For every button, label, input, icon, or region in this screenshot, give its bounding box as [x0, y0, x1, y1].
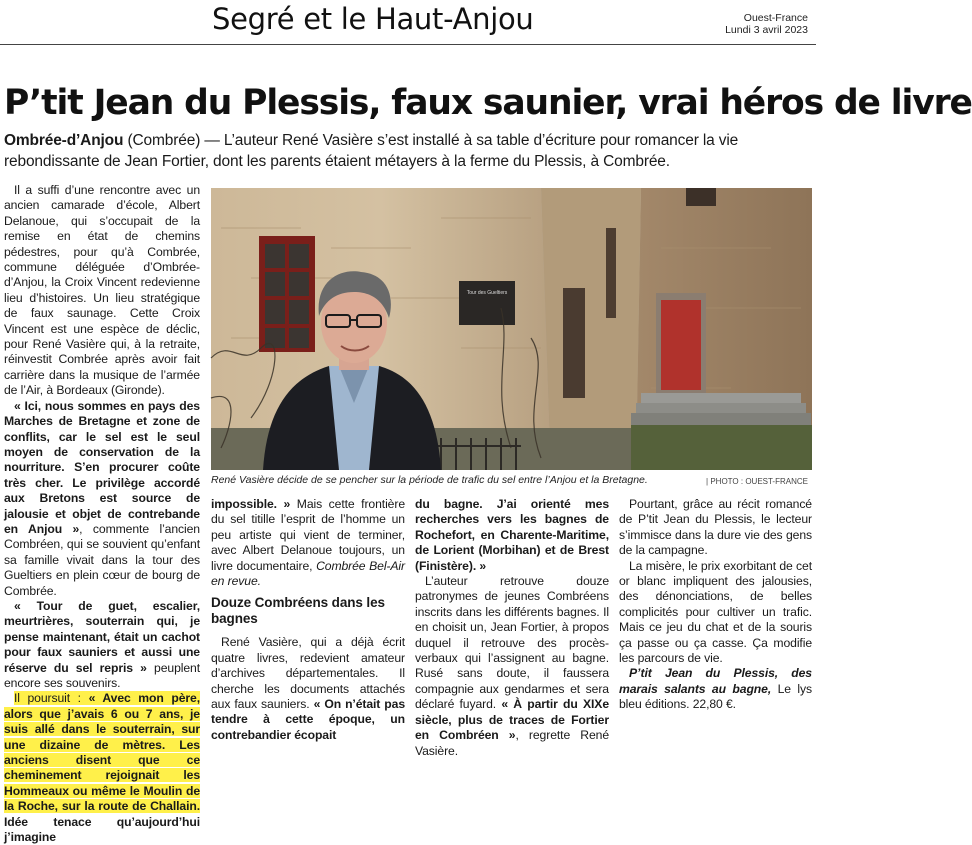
publisher-name: Ouest-France: [743, 12, 808, 24]
highlighted-quote: « Avec mon père, alors que j’avais 6 ou 7 ans, je suis allé dans le souterrain, sur une dizaine de mètres. Les anciens disent que ce cheminement rejoignait les Hommeaux ou même le Moulin de la Roche, sur la route de Challain.: [4, 691, 200, 814]
publication-date: Lundi 3 avril 2023: [725, 24, 808, 36]
paragraph-text: peuplent encore ses souvenirs.: [4, 660, 201, 690]
paragraph-text: René Vasière, qui a déjà écrit quatre livres, redevient amateur d’archives départementales. Il cherche les documents attachés aux faux sauniers.: [211, 635, 405, 712]
quote-bold: « Ici, nous sommes en pays des Marches de Bretagne et zone de conflits, car le sel est le seul moyen de conservation de la nourriture. S’en procurer coûte très cher. Le privilège accordé aux Bretons est source de jalousie et objet de contrebande en Anjou »: [4, 398, 200, 536]
paragraph: [415, 497, 609, 574]
publication-info: [725, 12, 808, 36]
standfirst-place-note: (Combrée) —: [123, 132, 224, 149]
book-reference: [619, 666, 812, 712]
paragraph: [4, 399, 200, 599]
standfirst-text: L’auteur René Vasière s’est installé à sa table d’écriture pour romancer la vie rebondissante de Jean Fortier, dont les parents étaient métayers à la ferme du Plessis, à Combrée.: [4, 132, 739, 170]
standfirst-place: Ombrée-d’Anjou: [4, 132, 124, 149]
paragraph: Il a suffi d’une rencontre avec un ancien camarade d’école, Albert Delanoue, qui s’occupait de la remise en état de chemins pédestres, pour qu’à Combrée, commune déléguée d’Ombrée-d’Anjou, la Croix Vincent redevienne lieu d’histoires. Un lieu stratégique de faux saunage. Cette Croix Vincent est une espèce de déclic, pour René Vasière qui, à la retraite, réinvestit Combrée après avoir fait carrière dans la musique de l’armée de l’Air, à Bordeaux (Gironde).: [4, 183, 200, 398]
paragraph-lead: Il poursuit :: [14, 691, 89, 706]
quote-bold: du bagne. J’ai orienté mes recherches vers les bagnes de Rochefort, en Charente-Maritime, de Lorient (Morbihan) et de Brest (Finistère). »: [415, 497, 609, 573]
article-headline: P’tit Jean du Plessis, faux saunier, vrai héros de livre: [4, 83, 972, 123]
paragraph: [415, 574, 609, 759]
quote-bold: « À partir du XIXe siècle, plus de traces de Fortier en Combréen »: [415, 697, 609, 743]
paragraph: [211, 635, 405, 743]
paragraph: [211, 497, 405, 589]
book-title-ref: Combrée Bel-Air en revue.: [211, 558, 405, 589]
paragraph: La misère, le prix exorbitant de cet or blanc impliquent des jalousies, des dénonciations, de belles complicités pour cultiver un trafic. Mais ce jeu du chat et de la souris ça passe ou ça casse. Ça modifie les parcours de vie.: [619, 558, 812, 666]
paragraph: [4, 691, 200, 845]
paragraph: Pourtant, grâce au récit romancé de P’tit Jean du Plessis, le lecteur s’immisce dans la dure vie des gens de la campagne.: [619, 497, 812, 558]
section-rubric: Segré et le Haut-Anjou: [212, 2, 534, 36]
article-column-2: [211, 497, 405, 743]
quote-bold: Idée tenace qu’aujourd’hui j’imagine: [4, 814, 200, 845]
article-column-4: [619, 497, 812, 713]
book-publisher-price: Le lys bleu éditions. 22,80 €.: [619, 681, 812, 712]
quote-bold: « Tour de guet, escalier, meurtrières, souterrain qui, je pense maintenant, était un cachot pour faux sauniers et aussi une réserve du sel repris »: [4, 598, 200, 675]
paragraph-text: L’auteur retrouve douze patronymes de jeunes Combréens inscrits dans les différents bagnes. Il en choisit un, Jean Fortier, à propos duquel il retrouve des procès-verbaux qui l’assignent au bagne. Rusé sans doute, il faussera compagnie aux gendarmes et sera déclaré fuyard.: [415, 574, 609, 712]
article-column-1: [4, 183, 200, 845]
article-standfirst: [4, 130, 809, 172]
paragraph-text: , regrette René Vasière.: [415, 728, 610, 758]
paragraph-text: , commente l’ancien Combréen, qui se souvient qu’enfant sa famille vivait dans la tour des Gueltiers en plein cœur de bourg de Combrée.: [4, 521, 200, 598]
section-subhead: Douze Combréens dans les bagnes: [211, 595, 385, 627]
photo-credit: | PHOTO : OUEST-FRANCE: [706, 477, 808, 486]
article-column-3: [415, 497, 609, 759]
photo-illustration: [211, 188, 812, 470]
quote-bold: « On n’était pas tendre à cette époque, un contrebandier écopait: [211, 697, 405, 742]
quote-bold: impossible. »: [211, 497, 291, 511]
paragraph-text: Mais cette frontière du sel titille l’esprit de l’homme un peu artiste qui vient de terminer, avec Albert Delanoue toujours, un livre documentaire,: [211, 497, 405, 573]
plaque-text: Tour des Gueltiers: [466, 290, 508, 296]
photo-caption: René Vasière décide de se pencher sur la période de trafic du sel entre l’Anjou et la Bretagne.: [211, 474, 648, 486]
masthead-rule: [0, 44, 816, 45]
article-photo: [211, 188, 812, 470]
paragraph: [4, 599, 200, 691]
book-title: P’tit Jean du Plessis, des marais salants au bagne,: [619, 666, 812, 696]
